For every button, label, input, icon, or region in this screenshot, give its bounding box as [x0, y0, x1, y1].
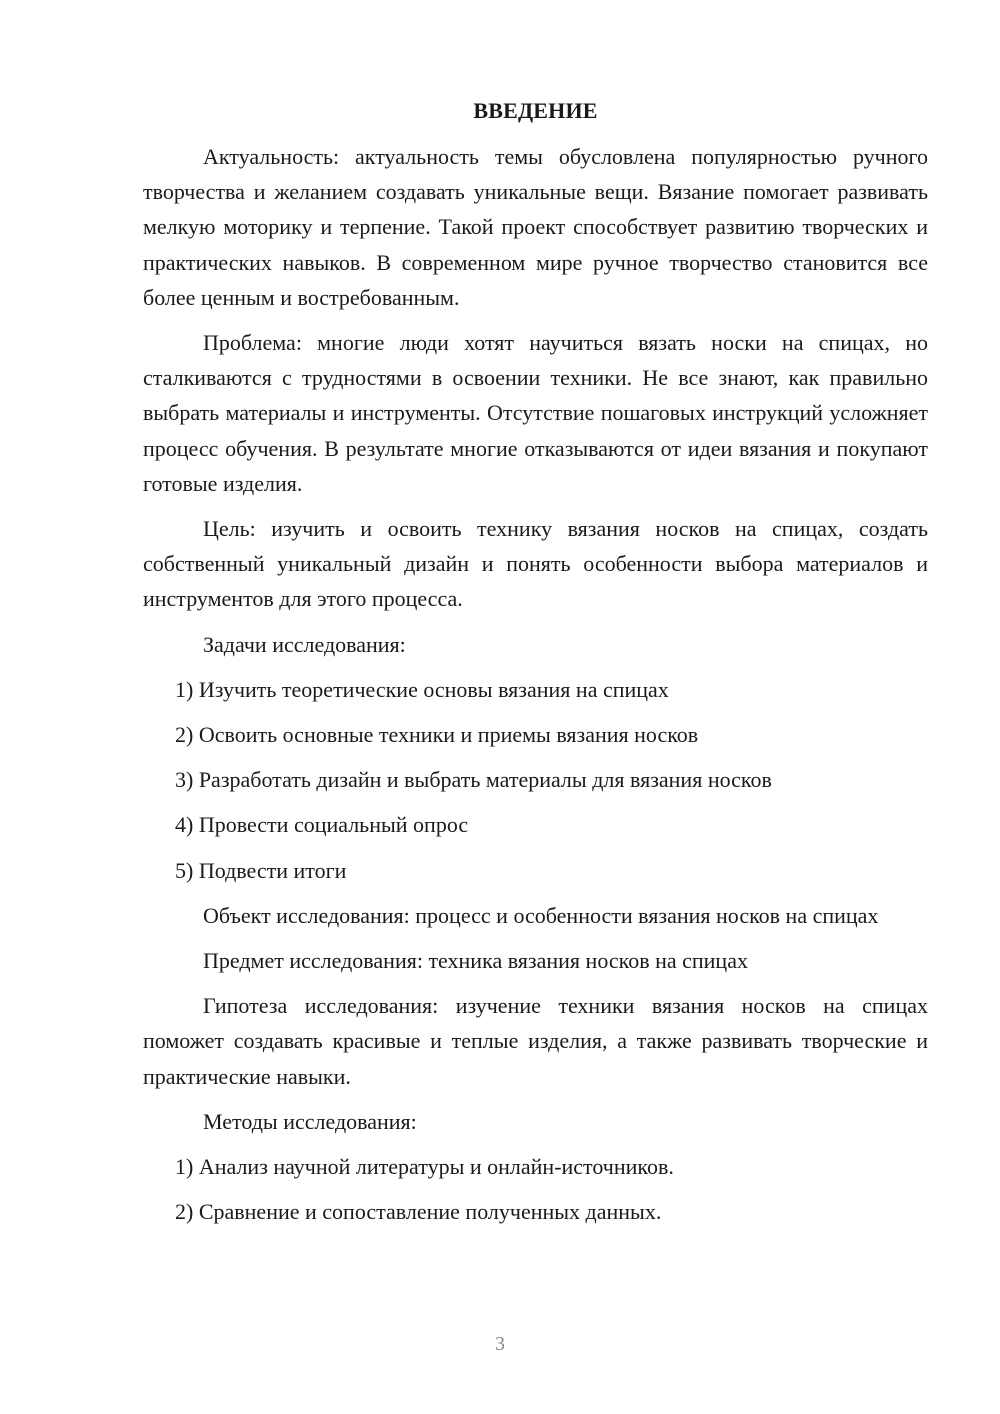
- list-item: 2) Освоить основные техники и приемы вязания носков: [175, 722, 699, 748]
- paragraph-relevance: Актуальность: актуальность темы обусловлена популярностью ручного творчества и желанием создавать уникальные вещи. Вязание помогает развивать мелкую моторику и терпение. Такой проект способствует развитию творческих и практических навыков. В современном мире ручное творчество становится все более ценным и востребованным.: [143, 144, 928, 310]
- tasks-heading: Задачи исследования:: [203, 631, 406, 657]
- methods-heading: Методы исследования:: [203, 1108, 417, 1134]
- list-item: 2) Сравнение и сопоставление полученных данных.: [175, 1199, 662, 1225]
- paragraph-subject: Предмет исследования: техника вязания носков на спицах: [203, 948, 748, 974]
- list-item: 3) Разработать дизайн и выбрать материалы для вязания носков: [175, 767, 772, 793]
- document-body: [143, 96, 928, 1239]
- list-item: 4) Провести социальный опрос: [175, 812, 469, 838]
- tasks-list: [143, 672, 928, 888]
- list-item: 1) Анализ научной литературы и онлайн-источников.: [175, 1154, 674, 1180]
- list-item: 5) Подвести итоги: [175, 857, 347, 883]
- paragraph-hypothesis: Гипотеза исследования: изучение техники вязания носков на спицах поможет создавать красивые и теплые изделия, а также развивать творческие и практические навыки.: [143, 993, 928, 1089]
- page-title: ВВЕДЕНИЕ: [473, 98, 598, 123]
- page-number: 3: [495, 1333, 505, 1355]
- paragraph-goal: Цель: изучить и освоить технику вязания носков на спицах, создать собственный уникальный дизайн и понять особенности выбора материалов и инструментов для этого процесса.: [143, 516, 928, 612]
- paragraph-problem: Проблема: многие люди хотят научиться вязать носки на спицах, но сталкиваются с трудностями в освоении техники. Не все знают, как правильно выбрать материалы и инструменты. Отсутствие пошаговых инструкций усложняет процесс обучения. В результате многие отказываются от идеи вязания и покупают готовые изделия.: [143, 330, 928, 496]
- methods-list: [143, 1149, 928, 1229]
- list-item: 1) Изучить теоретические основы вязания на спицах: [175, 676, 669, 702]
- paragraph-object: Объект исследования: процесс и особенности вязания носков на спицах: [203, 902, 879, 928]
